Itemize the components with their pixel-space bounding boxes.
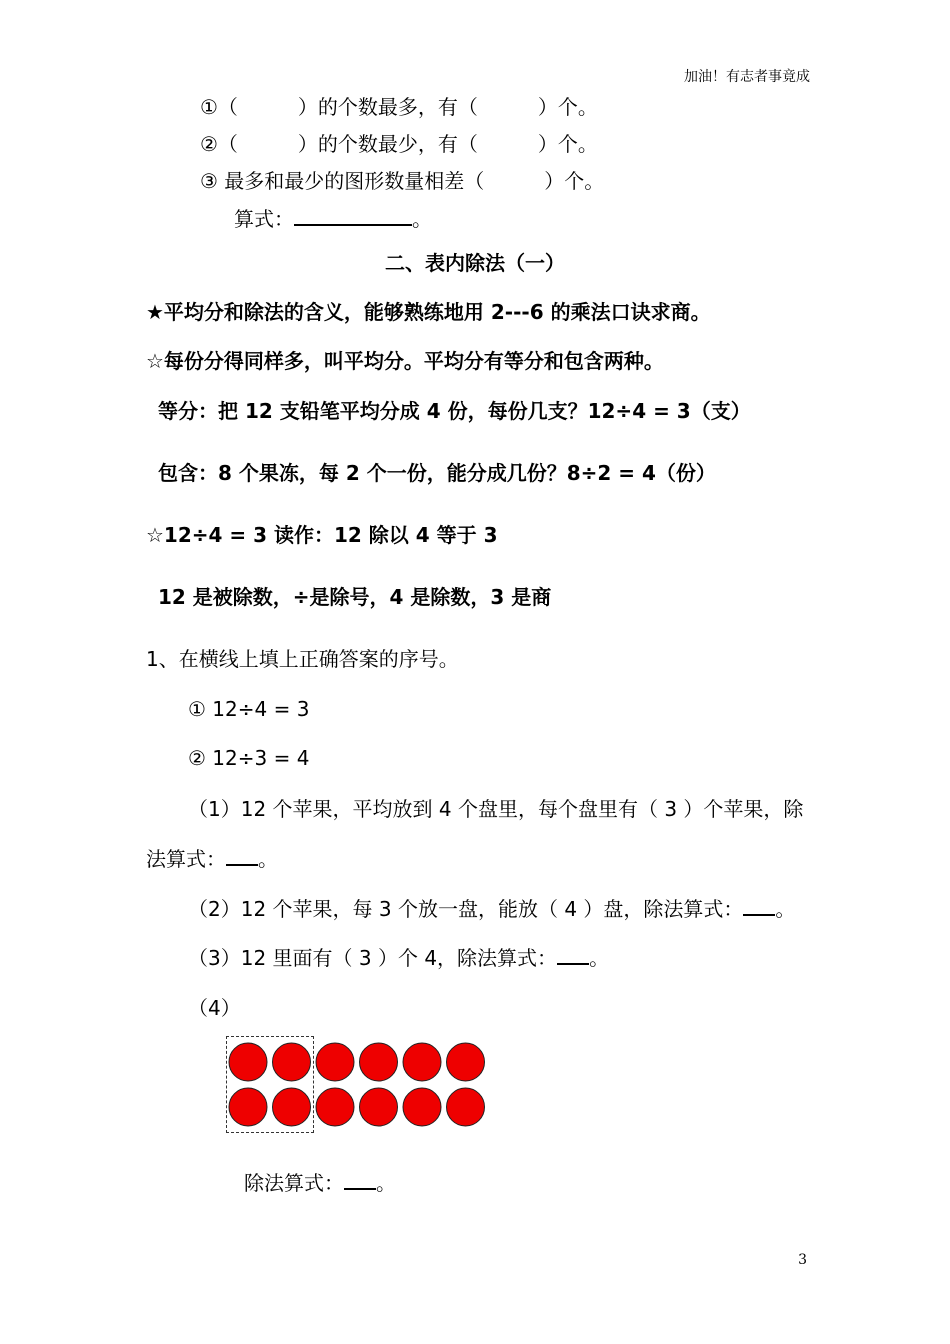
red-circle xyxy=(229,1043,267,1081)
question-2-answer-blank[interactable] xyxy=(743,896,775,916)
question-3-period: 。 xyxy=(589,946,610,970)
option-1: ① 12÷4 = 3 xyxy=(188,697,310,721)
question-difference: ③ 最多和最少的图形数量相差（ ）个。 xyxy=(200,169,605,193)
key-point: ★平均分和除法的含义，能够熟练地用 2---6 的乘法口诀求商。 xyxy=(146,300,711,324)
red-circle xyxy=(447,1043,485,1081)
formula-end: 。 xyxy=(412,207,432,231)
option-2: ② 12÷3 = 4 xyxy=(188,746,310,770)
formula-line xyxy=(234,206,432,232)
question-4-formula-label: 除法算式： xyxy=(244,1171,344,1195)
red-circles-figure xyxy=(228,1042,488,1132)
page-number: 3 xyxy=(798,1252,807,1268)
question-4-formula xyxy=(244,1170,396,1196)
question-4-period: 。 xyxy=(376,1171,396,1195)
red-circle xyxy=(229,1088,267,1126)
red-circle xyxy=(360,1043,398,1081)
example-containment: 包含：8 个果冻，每 2 个一份，能分成几份？8÷2 = 4（份） xyxy=(158,461,716,485)
red-circle xyxy=(273,1043,311,1081)
question-2-period: 。 xyxy=(775,897,796,921)
question-2 xyxy=(188,896,795,922)
question-most: ①（ ）的个数最多，有（ ）个。 xyxy=(200,95,598,119)
question-3 xyxy=(188,945,609,971)
question-4-answer-blank[interactable] xyxy=(344,1170,376,1190)
section-title: 二、表内除法（一） xyxy=(385,251,565,275)
question-1-line-1: （1）12 个苹果，平均放到 4 个盘里，每个盘里有（ 3 ）个苹果，除 xyxy=(188,797,804,821)
red-circle xyxy=(403,1088,441,1126)
question-3-text: （3）12 里面有（ 3 ）个 4，除法算式： xyxy=(188,946,558,970)
division-parts-note: 12 是被除数，÷是除号，4 是除数，3 是商 xyxy=(158,585,552,609)
red-circle xyxy=(273,1088,311,1126)
note-equal-share: ☆每份分得同样多，叫平均分。平均分有等分和包含两种。 xyxy=(146,349,664,373)
read-as-note: ☆12÷4 = 3 读作：12 除以 4 等于 3 xyxy=(146,523,498,547)
question-1-answer-blank[interactable] xyxy=(226,846,258,866)
red-circle xyxy=(447,1088,485,1126)
header-slogan: 加油！有志者事竟成 xyxy=(684,69,810,85)
red-circle xyxy=(403,1043,441,1081)
question-4-label: （4） xyxy=(188,996,241,1020)
red-circle xyxy=(360,1088,398,1126)
example-equal-division: 等分：把 12 支铅笔平均分成 4 份，每份几支？12÷4 = 3（支） xyxy=(158,399,751,423)
formula-label: 算式： xyxy=(234,207,294,231)
red-circle xyxy=(316,1043,354,1081)
question-least: ②（ ）的个数最少，有（ ）个。 xyxy=(200,132,598,156)
question-3-answer-blank[interactable] xyxy=(557,945,589,965)
exercise-title: 1、在横线上填上正确答案的序号。 xyxy=(146,647,459,671)
question-1-period: 。 xyxy=(258,847,278,871)
question-1-line-2 xyxy=(146,846,278,872)
question-1-formula-label: 法算式： xyxy=(146,847,226,871)
red-circle xyxy=(316,1088,354,1126)
answer-blank[interactable] xyxy=(294,206,412,226)
question-2-text: （2）12 个苹果，每 3 个放一盘，能放（ 4 ）盘，除法算式： xyxy=(188,897,744,921)
